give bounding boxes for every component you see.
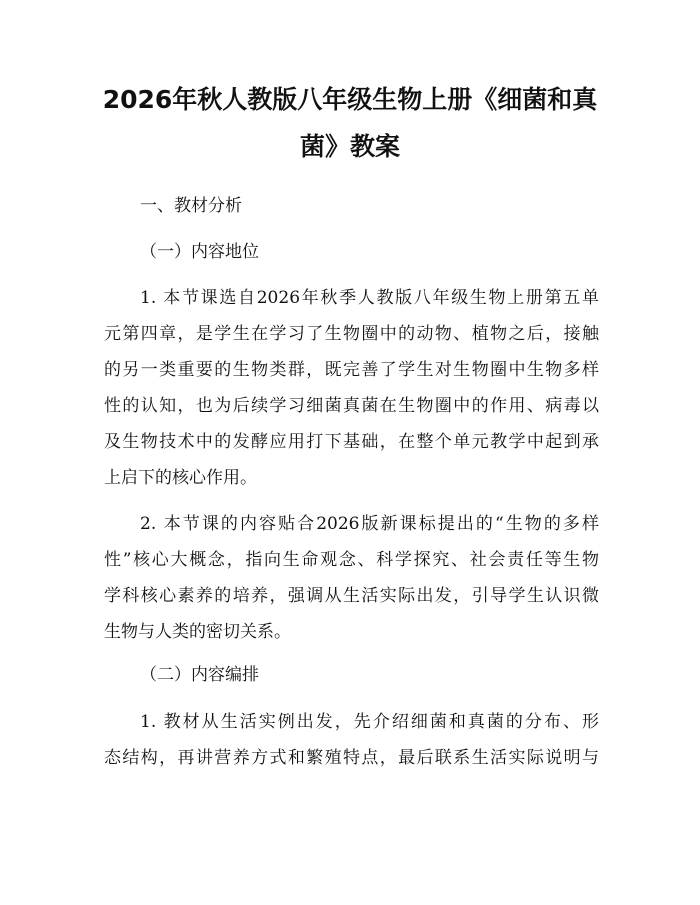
paragraph-2-line-1: 2. 本节课的内容贴合2026版新课标提出的“生物的多样 <box>140 514 599 534</box>
paragraph-3-line-2: 态结构，再讲营养方式和繁殖特点，最后联系生活实际说明与 <box>104 748 599 768</box>
paragraph-1-line-1: 1. 本节课选自2026年秋季人教版八年级生物上册第五单 <box>140 288 599 308</box>
paragraph-2-line-3: 学科核心素养的培养，强调从生活实际出发，引导学生认识微 <box>104 586 599 606</box>
paragraph-1-line-2: 元第四章，是学生在学习了生物圈中的动物、植物之后，接触 <box>104 324 599 344</box>
document-title-line-1: 2026年秋人教版八年级生物上册《细菌和真 <box>102 85 598 114</box>
paragraph-3-line-1: 1. 教材从生活实例出发，先介绍细菌和真菌的分布、形 <box>140 712 599 732</box>
subsection-heading-content-position: （一）内容地位 <box>140 242 259 262</box>
paragraph-2-line-2: 性”核心大概念，指向生命观念、科学探究、社会责任等生物 <box>104 550 599 570</box>
paragraph-1-line-3: 的另一类重要的生物类群，既完善了学生对生物圈中生物多样 <box>104 360 599 380</box>
document-title-line-2: 菌》教案 <box>299 132 400 161</box>
paragraph-1-line-4: 性的认知，也为后续学习细菌真菌在生物圈中的作用、病毒以 <box>104 396 599 416</box>
paragraph-1-line-6: 上启下的核心作用。 <box>104 468 257 488</box>
paragraph-1-line-5: 及生物技术中的发酵应用打下基础，在整个单元教学中起到承 <box>104 432 599 452</box>
subsection-heading-content-arrangement: （二）内容编排 <box>140 665 259 685</box>
section-heading-textbook-analysis: 一、教材分析 <box>140 196 242 216</box>
paragraph-2-line-4: 生物与人类的密切关系。 <box>104 622 291 642</box>
